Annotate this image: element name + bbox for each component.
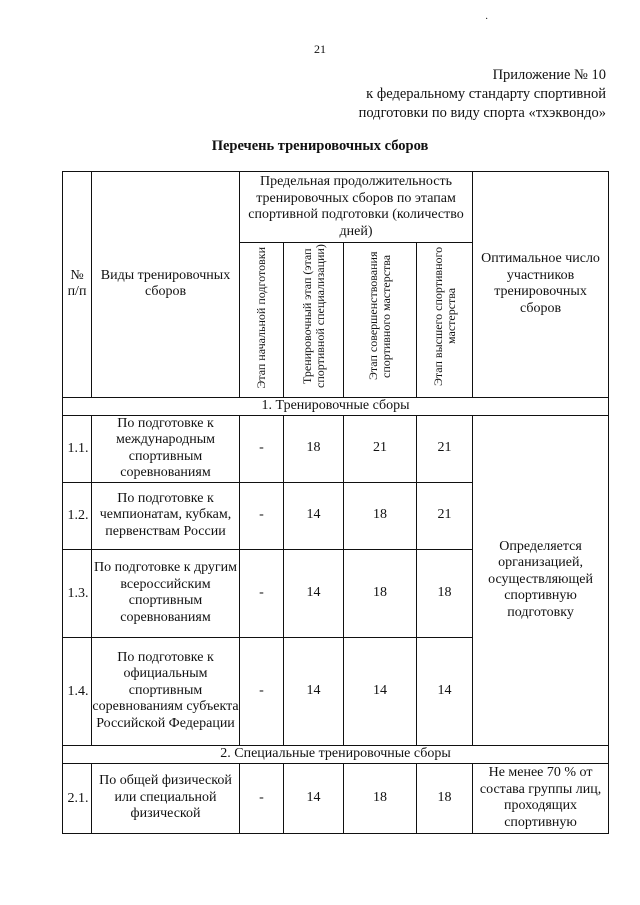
table-header-row [63, 172, 609, 243]
row-value-stage-2: 14 [284, 763, 344, 833]
row-name: По подготовке к чемпионатам, кубкам, первенствам России [92, 482, 240, 549]
row-value-stage-1: - [240, 415, 284, 482]
appendix-line-3: подготовки по виду спорта «тхэквондо» [358, 105, 606, 121]
stage-training-label: Тренировочный этап (этап спортивной специализации) [299, 244, 327, 388]
row-value-stage-3: 18 [344, 763, 417, 833]
row-num: 1.2. [63, 482, 92, 549]
appendix-line-2: к федеральному стандарту спортивной [366, 86, 606, 102]
header-num: № п/п [63, 172, 92, 398]
header-duration: Предельная продолжительность тренировочных сборов по этапам спортивной подготовки (количество дней) [240, 172, 473, 243]
row-name: По общей физической или специальной физической [92, 763, 240, 833]
row-value-stage-3: 21 [344, 415, 417, 482]
row-name: По подготовке к другим всероссийским спортивным соревнованиям [92, 549, 240, 637]
scan-dot: · [485, 14, 489, 25]
row-value-stage-4: 21 [417, 482, 473, 549]
header-stage-higher [417, 243, 473, 398]
section-row-1 [63, 397, 609, 415]
row-value-stage-3: 18 [344, 482, 417, 549]
training-camps-table [62, 171, 609, 834]
header-stage-training [284, 243, 344, 398]
stage-higher-label: Этап высшего спортивного мастерства [430, 246, 458, 386]
row-value-stage-1: - [240, 482, 284, 549]
section-row-2 [63, 745, 609, 763]
row-value-stage-2: 14 [284, 637, 344, 745]
header-stage-initial [240, 243, 284, 398]
stage-initial-label: Этап начальной подготовки [254, 247, 268, 389]
header-stage-improvement [344, 243, 417, 398]
row-value-stage-4: 14 [417, 637, 473, 745]
row-value-stage-1: - [240, 763, 284, 833]
stage-improvement-label: Этап совершенствования спортивного мастерства [366, 251, 393, 381]
row-value-stage-3: 14 [344, 637, 417, 745]
row-num: 1.3. [63, 549, 92, 637]
row-value-stage-2: 14 [284, 482, 344, 549]
row-value-stage-4: 21 [417, 415, 473, 482]
row-num: 2.1. [63, 763, 92, 833]
row-value-stage-1: - [240, 637, 284, 745]
appendix-header [359, 66, 606, 123]
section-1-optimal: Определяется организацией, осуществляющей спортивную подготовку [473, 415, 609, 745]
appendix-line-1: Приложение № 10 [492, 67, 606, 83]
section-2-title: 2. Специальные тренировочные сборы [63, 745, 609, 763]
table-row [63, 763, 609, 833]
row-num: 1.1. [63, 415, 92, 482]
row-name: По подготовке к официальным спортивным соревнованиям субъекта Российской Федерации [92, 637, 240, 745]
row-value-stage-3: 18 [344, 549, 417, 637]
row-value-stage-2: 14 [284, 549, 344, 637]
section-1-title: 1. Тренировочные сборы [63, 397, 609, 415]
row-optimal: Не менее 70 % от состава группы лиц, проходящих спортивную [473, 763, 609, 833]
page-number: 21 [314, 42, 326, 56]
row-num: 1.4. [63, 637, 92, 745]
row-name: По подготовке к международным спортивным соревнованиям [92, 415, 240, 482]
row-value-stage-2: 18 [284, 415, 344, 482]
row-value-stage-4: 18 [417, 763, 473, 833]
header-kind: Виды тренировочных сборов [92, 172, 240, 398]
table-row [63, 415, 609, 482]
header-optimal: Оптимальное число участников тренировочных сборов [473, 172, 609, 398]
document-title: Перечень тренировочных сборов [211, 138, 429, 154]
row-value-stage-4: 18 [417, 549, 473, 637]
row-value-stage-1: - [240, 549, 284, 637]
